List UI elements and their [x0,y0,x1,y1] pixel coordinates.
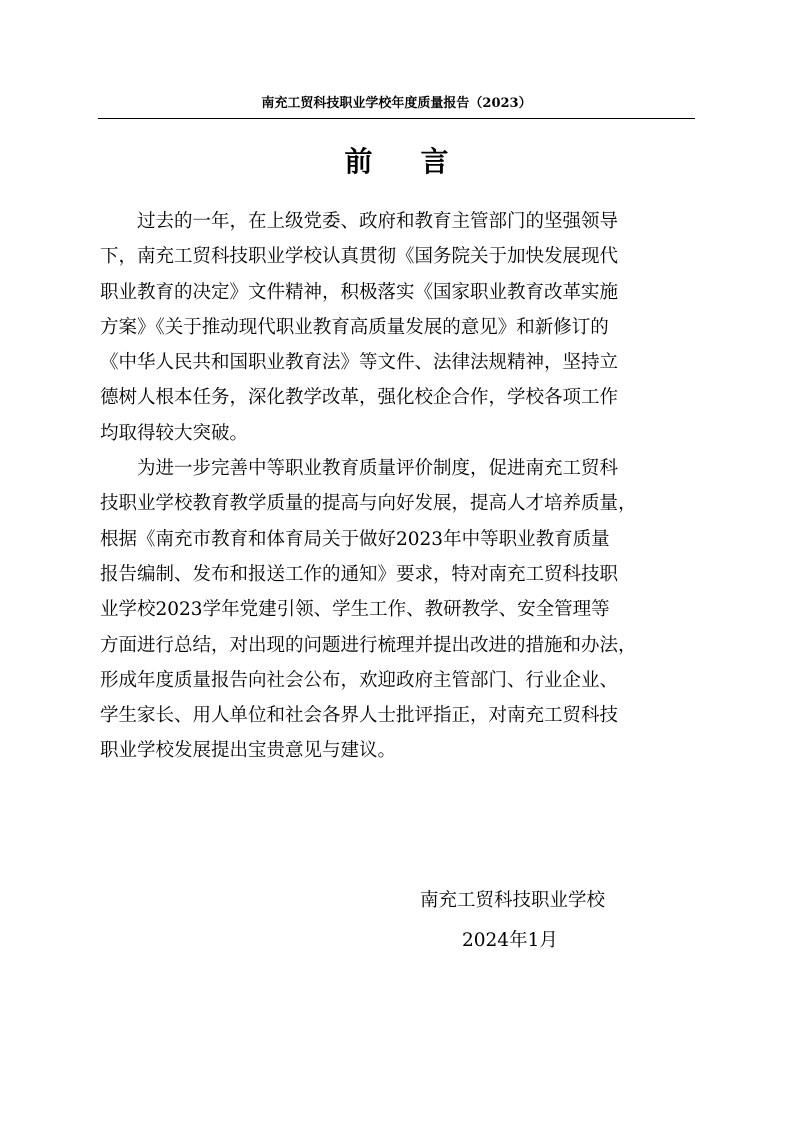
header-divider [98,118,695,119]
paragraph-line: 方案》《关于推动现代职业教育高质量发展的意见》和新修订的 [100,316,609,338]
paragraph-line: 根据《南充市教育和体育局关于做好2023年中等职业教育质量 [100,528,610,550]
paragraph-line: 职业教育的决定》文件精神，积极落实《国家职业教育改革实施 [100,281,619,303]
paragraph-line: 报告编制、发布和报送工作的通知》要求，特对南充工贸科技职 [100,563,619,585]
running-header: 南充工贸科技职业学校年度质量报告（2023） [261,96,532,111]
paragraph-line: 技职业学校教育教学质量的提高与向好发展，提高人才培养质量， [100,493,637,515]
page-title: 前言 [344,145,497,178]
paragraph-line: 均取得较大突破。 [100,422,249,444]
signature-organization: 南充工贸科技职业学校 [420,890,606,911]
paragraph-line: 形成年度质量报告向社会公布，欢迎政府主管部门、行业企业、 [100,669,619,691]
paragraph-line: 过去的一年，在上级党委、政府和教育主管部门的坚强领导 [100,211,619,232]
signature-date: 2024年1月 [462,930,558,951]
paragraph-line: 业学校2023学年党建引领、学生工作、教研教学、安全管理等 [100,599,610,621]
paragraph-line: 为进一步完善中等职业教育质量评价制度，促进南充工贸科 [100,458,619,480]
paragraph-2 [100,451,695,769]
paragraph-line: 职业学校发展提出宝贵意见与建议。 [100,740,397,762]
paragraph-line: 德树人根本任务，深化教学改革，强化校企合作，学校各项工作 [100,387,619,409]
paragraph-line: 下，南充工贸科技职业学校认真贯彻《国务院关于加快发展现代 [100,246,619,268]
paragraph-line: 学生家长、用人单位和社会各界人士批评指正，对南充工贸科技 [100,705,619,727]
paragraph-1 [100,204,695,451]
paragraph-line: 《中华人民共和国职业教育法》等文件、法律法规精神，坚持立 [100,352,619,374]
preface-body [100,204,695,769]
paragraph-line: 方面进行总结，对出现的问题进行梳理并提出改进的措施和办法， [100,634,637,656]
